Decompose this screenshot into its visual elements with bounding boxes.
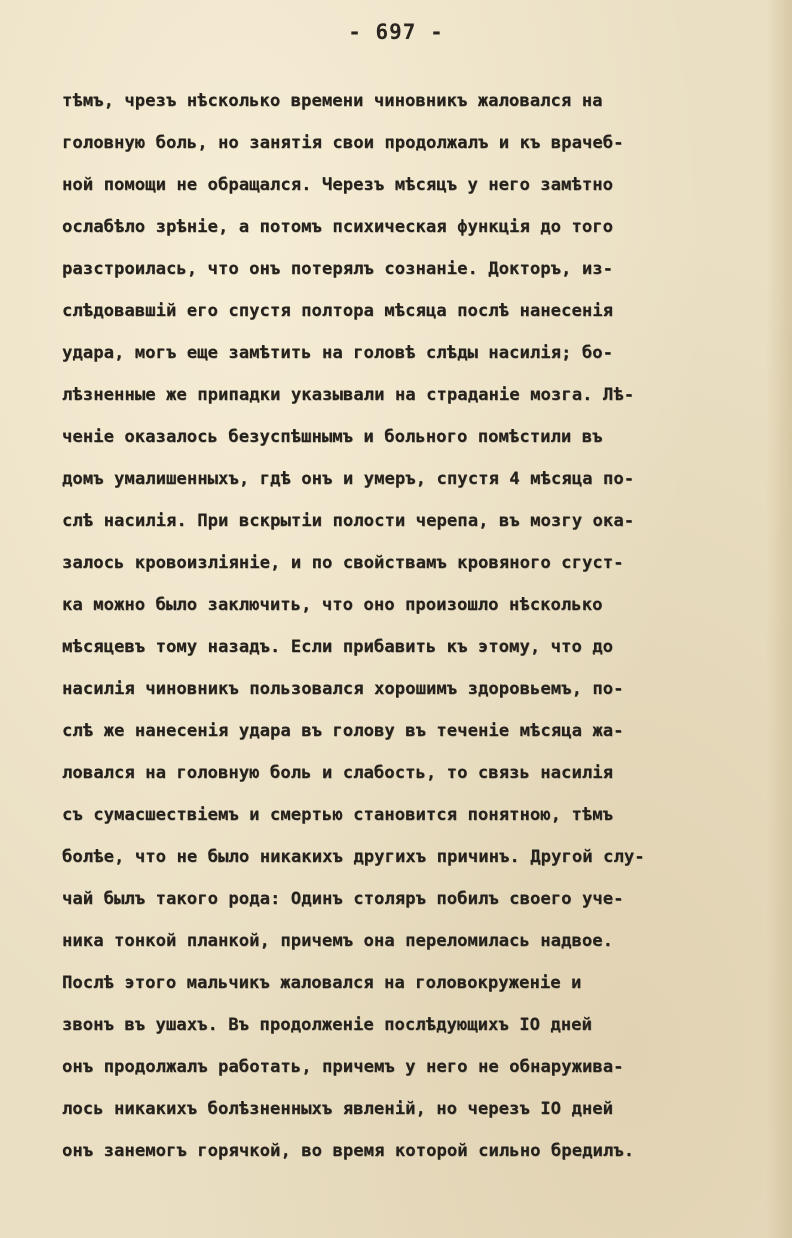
page-number: - 697 - [348, 20, 444, 44]
text-line: ловался на головную боль и слабость, то связь насилія [62, 763, 614, 783]
text-line: ченіе оказалось безуспѣшнымъ и больного помѣстили въ [62, 427, 603, 447]
text-line: съ сумасшествіемъ и смертью становится понятною, тѣмъ [62, 805, 614, 825]
text-line: болѣе, что не было никакихъ другихъ причинъ. Другой слу- [62, 847, 645, 867]
text-line: слѣ же нанесенія удара въ голову въ теченіе мѣсяца жа- [62, 721, 624, 741]
text-line: тѣмъ, чрезъ нѣсколько времени чиновникъ жаловался на [62, 91, 603, 111]
text-line: чай былъ такого рода: Одинъ столяръ побилъ своего уче- [62, 889, 624, 909]
text-line: слѣ насилія. При вскрытіи полости черепа, въ мозгу ока- [62, 511, 635, 531]
text-line: слѣдовавшій его спустя полтора мѣсяца послѣ нанесенія [62, 301, 614, 321]
text-line: ной помощи не обращался. Черезъ мѣсяцъ у него замѣтно [62, 175, 614, 195]
text-line: лѣзненные же припадки указывали на страданіе мозга. Лѣ- [62, 385, 635, 405]
text-line: лось никакихъ болѣзненныхъ явленій, но черезъ IO дней [62, 1099, 614, 1119]
text-line: онъ продолжалъ работать, причемъ у него не обнаружива- [62, 1057, 624, 1077]
text-line: ка можно было заключить, что оно произошло нѣсколько [62, 595, 603, 615]
text-line: насилія чиновникъ пользовался хорошимъ здоровьемъ, по- [62, 679, 624, 699]
text-line: онъ занемогъ горячкой, во время которой сильно бредилъ. [62, 1141, 635, 1161]
text-line: ника тонкой планкой, причемъ она переломилась надвое. [62, 931, 614, 951]
body-text [62, 80, 782, 1172]
text-line: удара, могъ еще замѣтить на головѣ слѣды насилія; бо- [62, 343, 614, 363]
text-line: Послѣ этого мальчикъ жаловался на головокруженіе и [62, 973, 582, 993]
text-line: головную боль, но занятія свои продолжалъ и къ врачеб- [62, 133, 624, 153]
text-line: залось кровоизліяніе, и по свойствамъ кровяного сгуст- [62, 553, 624, 573]
text-line: разстроилась, что онъ потерялъ сознаніе. Докторъ, из- [62, 259, 614, 279]
text-line: мѣсяцевъ тому назадъ. Если прибавить къ этому, что до [62, 637, 614, 657]
text-line: ослабѣло зрѣніе, а потомъ психическая функція до того [62, 217, 614, 237]
text-line: звонъ въ ушахъ. Въ продолженіе послѣдующихъ IO дней [62, 1015, 592, 1035]
text-line: домъ умалишенныхъ, гдѣ онъ и умеръ, спустя 4 мѣсяца по- [62, 469, 635, 489]
